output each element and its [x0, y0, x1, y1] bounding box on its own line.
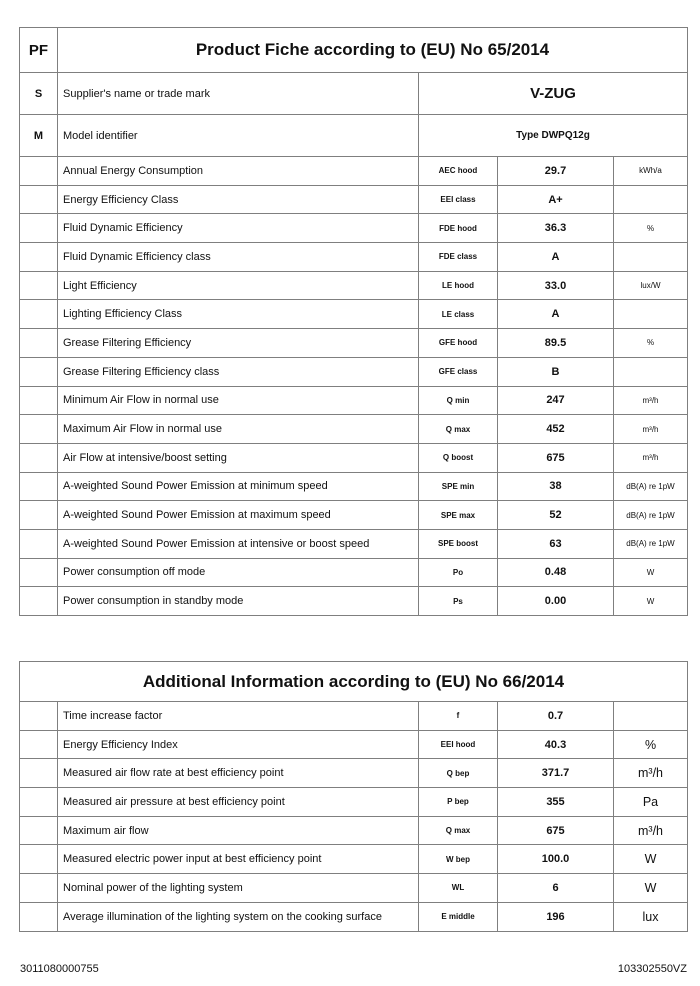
row-label: Measured air pressure at best efficiency point — [58, 788, 419, 817]
row-unit: W — [614, 874, 688, 903]
row-label: Maximum air flow — [58, 816, 419, 845]
row-value: 355 — [498, 788, 614, 817]
row-symbol: SPE boost — [419, 529, 498, 558]
table-row — [20, 357, 688, 386]
row-value: A — [498, 243, 614, 272]
row-code-cell — [20, 529, 58, 558]
table-row — [20, 300, 688, 329]
row-symbol: Q min — [419, 386, 498, 415]
table-row — [20, 788, 688, 817]
row-code-cell — [20, 185, 58, 214]
row-symbol: GFE hood — [419, 329, 498, 358]
table-row — [20, 902, 688, 931]
row-unit — [614, 243, 688, 272]
row-symbol: Q boost — [419, 443, 498, 472]
row-label: Average illumination of the lighting system on the cooking surface — [58, 902, 419, 931]
table-row — [20, 558, 688, 587]
table1-title-row — [20, 28, 688, 73]
table2-title-row — [20, 662, 688, 702]
table-row — [20, 501, 688, 530]
row-unit: % — [614, 329, 688, 358]
footer-document-number: 3011080000755 — [20, 963, 99, 975]
row-symbol: Q bep — [419, 759, 498, 788]
row-symbol: FDE hood — [419, 214, 498, 243]
row-unit: kWh/a — [614, 157, 688, 186]
table-row — [20, 157, 688, 186]
row-unit: m³/h — [614, 415, 688, 444]
row-value: 371.7 — [498, 759, 614, 788]
row-code-cell — [20, 472, 58, 501]
model-row — [20, 115, 688, 157]
row-value: 36.3 — [498, 214, 614, 243]
row-code-cell — [20, 300, 58, 329]
row-unit: % — [614, 730, 688, 759]
row-code-cell — [20, 243, 58, 272]
supplier-row — [20, 73, 688, 115]
row-code-cell — [20, 214, 58, 243]
table-row — [20, 816, 688, 845]
table-row — [20, 415, 688, 444]
row-value: 452 — [498, 415, 614, 444]
row-symbol: LE hood — [419, 271, 498, 300]
table-row — [20, 443, 688, 472]
row-symbol: LE class — [419, 300, 498, 329]
table-row — [20, 329, 688, 358]
table-row — [20, 702, 688, 731]
footer-reference-code: 103302550VZ — [617, 963, 687, 975]
row-unit: lux/W — [614, 271, 688, 300]
row-code-cell — [20, 329, 58, 358]
row-symbol: FDE class — [419, 243, 498, 272]
row-label: Lighting Efficiency Class — [58, 300, 419, 329]
row-code-cell — [20, 874, 58, 903]
table-row — [20, 472, 688, 501]
row-code-cell — [20, 501, 58, 530]
table-row — [20, 759, 688, 788]
row-code-cell — [20, 415, 58, 444]
table-row — [20, 529, 688, 558]
table-row — [20, 243, 688, 272]
row-code-cell — [20, 386, 58, 415]
row-value: 40.3 — [498, 730, 614, 759]
row-symbol: Ps — [419, 587, 498, 616]
table-row — [20, 874, 688, 903]
row-symbol: Q max — [419, 816, 498, 845]
row-unit: Pa — [614, 788, 688, 817]
row-label: Nominal power of the lighting system — [58, 874, 419, 903]
supplier-value: V-ZUG — [419, 73, 688, 115]
row-label: Minimum Air Flow in normal use — [58, 386, 419, 415]
row-value: 33.0 — [498, 271, 614, 300]
row-unit: m³/h — [614, 759, 688, 788]
row-label: Measured electric power input at best efficiency point — [58, 845, 419, 874]
row-unit — [614, 300, 688, 329]
additional-info-table — [19, 661, 688, 932]
row-code-cell — [20, 788, 58, 817]
supplier-code: S — [20, 73, 58, 115]
row-value: 63 — [498, 529, 614, 558]
row-label: Power consumption off mode — [58, 558, 419, 587]
row-symbol: W bep — [419, 845, 498, 874]
row-unit — [614, 357, 688, 386]
table1-title: Product Fiche according to (EU) No 65/2014 — [58, 28, 688, 73]
row-label: A-weighted Sound Power Emission at minimum speed — [58, 472, 419, 501]
row-label: A-weighted Sound Power Emission at maximum speed — [58, 501, 419, 530]
row-code-cell — [20, 702, 58, 731]
row-label: Fluid Dynamic Efficiency — [58, 214, 419, 243]
row-unit: % — [614, 214, 688, 243]
row-symbol: f — [419, 702, 498, 731]
row-value: 0.7 — [498, 702, 614, 731]
row-value: 675 — [498, 443, 614, 472]
row-value: 6 — [498, 874, 614, 903]
row-value: A — [498, 300, 614, 329]
row-label: Time increase factor — [58, 702, 419, 731]
table-row — [20, 845, 688, 874]
row-symbol: WL — [419, 874, 498, 903]
product-fiche-table — [19, 27, 688, 616]
row-code-cell — [20, 759, 58, 788]
row-value: 38 — [498, 472, 614, 501]
row-symbol: SPE max — [419, 501, 498, 530]
row-label: Measured air flow rate at best efficiency point — [58, 759, 419, 788]
table-row — [20, 271, 688, 300]
row-label: Grease Filtering Efficiency — [58, 329, 419, 358]
row-value: 196 — [498, 902, 614, 931]
row-label: Maximum Air Flow in normal use — [58, 415, 419, 444]
table-row — [20, 185, 688, 214]
row-symbol: GFE class — [419, 357, 498, 386]
row-symbol: Po — [419, 558, 498, 587]
row-value: B — [498, 357, 614, 386]
row-label: Energy Efficiency Class — [58, 185, 419, 214]
row-symbol: EEI class — [419, 185, 498, 214]
row-value: 0.48 — [498, 558, 614, 587]
row-code-cell — [20, 157, 58, 186]
row-label: Power consumption in standby mode — [58, 587, 419, 616]
row-label: Light Efficiency — [58, 271, 419, 300]
row-unit: m³/h — [614, 443, 688, 472]
row-symbol: E middle — [419, 902, 498, 931]
row-unit: lux — [614, 902, 688, 931]
row-unit: W — [614, 558, 688, 587]
table1-code: PF — [20, 28, 58, 73]
supplier-label: Supplier's name or trade mark — [58, 73, 419, 115]
row-label: A-weighted Sound Power Emission at intensive or boost speed — [58, 529, 419, 558]
model-label: Model identifier — [58, 115, 419, 157]
row-symbol: AEC hood — [419, 157, 498, 186]
row-value: 0.00 — [498, 587, 614, 616]
row-value: 89.5 — [498, 329, 614, 358]
row-code-cell — [20, 902, 58, 931]
row-label: Annual Energy Consumption — [58, 157, 419, 186]
table-row — [20, 214, 688, 243]
row-unit: dB(A) re 1pW — [614, 472, 688, 501]
row-unit — [614, 185, 688, 214]
row-symbol: EEI hood — [419, 730, 498, 759]
row-value: 675 — [498, 816, 614, 845]
row-code-cell — [20, 558, 58, 587]
row-unit: dB(A) re 1pW — [614, 529, 688, 558]
table-row — [20, 386, 688, 415]
row-value: A+ — [498, 185, 614, 214]
row-code-cell — [20, 587, 58, 616]
row-label: Energy Efficiency Index — [58, 730, 419, 759]
table2-title: Additional Information according to (EU) No 66/2014 — [20, 662, 688, 702]
row-unit: W — [614, 587, 688, 616]
model-value: Type DWPQ12g — [419, 115, 688, 157]
row-symbol: P bep — [419, 788, 498, 817]
row-unit: m³/h — [614, 386, 688, 415]
row-value: 100.0 — [498, 845, 614, 874]
table-row — [20, 730, 688, 759]
model-code: M — [20, 115, 58, 157]
row-code-cell — [20, 730, 58, 759]
row-value: 247 — [498, 386, 614, 415]
row-code-cell — [20, 816, 58, 845]
row-label: Air Flow at intensive/boost setting — [58, 443, 419, 472]
row-value: 29.7 — [498, 157, 614, 186]
row-symbol: Q max — [419, 415, 498, 444]
row-symbol: SPE min — [419, 472, 498, 501]
row-value: 52 — [498, 501, 614, 530]
table-row — [20, 587, 688, 616]
row-label: Grease Filtering Efficiency class — [58, 357, 419, 386]
row-unit: m³/h — [614, 816, 688, 845]
row-code-cell — [20, 357, 58, 386]
row-label: Fluid Dynamic Efficiency class — [58, 243, 419, 272]
row-code-cell — [20, 443, 58, 472]
row-code-cell — [20, 845, 58, 874]
row-unit: dB(A) re 1pW — [614, 501, 688, 530]
row-unit: W — [614, 845, 688, 874]
row-unit — [614, 702, 688, 731]
row-code-cell — [20, 271, 58, 300]
